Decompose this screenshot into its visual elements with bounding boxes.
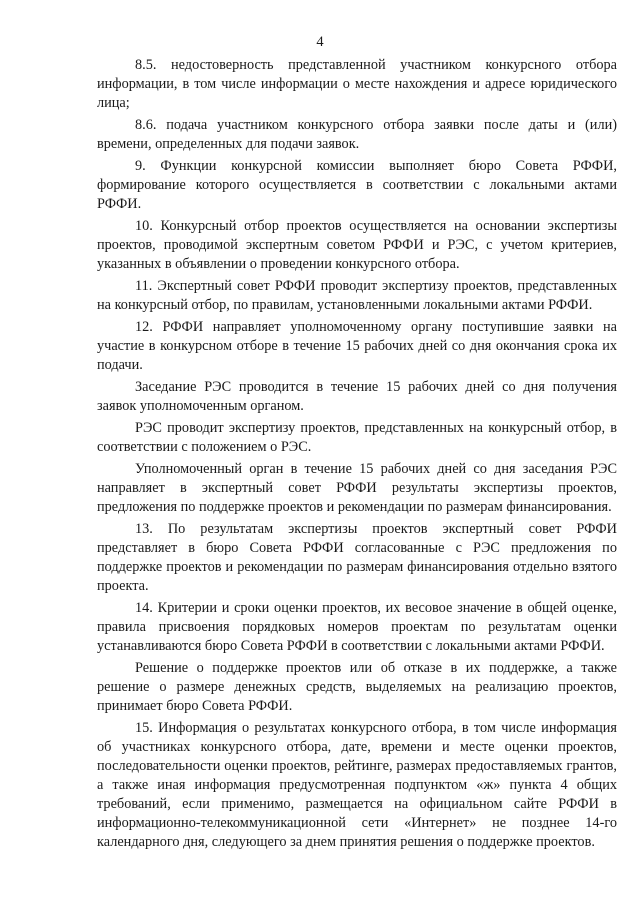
paragraph-12-res-expertise: РЭС проводит экспертизу проектов, представленных на конкурсный отбор, в соответствии с положением о РЭС. bbox=[97, 420, 617, 455]
paragraph-12-res-meeting: Заседание РЭС проводится в течение 15 рабочих дней со дня получения заявок уполномоченным органом. bbox=[97, 379, 617, 414]
paragraph-12-authorized-body: Уполномоченный орган в течение 15 рабочих дней со дня заседания РЭС направляет в экспертный совет РФФИ результаты экспертизы проектов, предложения по поддержке проектов и рекомендации по размерам финансирования. bbox=[97, 461, 617, 515]
paragraph-14: 14. Критерии и сроки оценки проектов, их весовое значение в общей оценке, правила присвоения порядковых номеров проектам по результатам оценки устанавливаются бюро Совета РФФИ в соответствии с локальными актами РФФИ. bbox=[97, 600, 617, 654]
paragraph-15: 15. Информация о результатах конкурсного отбора, в том числе информация об участниках конкурсного отбора, дате, времени и месте оценки проектов, последовательности оценки проектов, рейтинге, размерах предоставляемых грантов, а также иная информация предусмотренная подпунктом «ж» пункта 4 общих требований, если применимо, размещается на официальном сайте РФФИ в информационно-телекоммуникационной сети «Интернет» не позднее 14-го календарного дня, следующего за днем принятия решения о поддержке проектов. bbox=[97, 720, 617, 850]
paragraph-10: 10. Конкурсный отбор проектов осуществляется на основании экспертизы проектов, проводимой экспертным советом РФФИ и РЭС, с учетом критериев, указанных в объявлении о проведении конкурсного отбора. bbox=[97, 218, 617, 272]
paragraph-12: 12. РФФИ направляет уполномоченному органу поступившие заявки на участие в конкурсном отборе в течение 15 рабочих дней со дня окончания срока их подачи. bbox=[97, 319, 617, 373]
document-body bbox=[97, 56, 617, 855]
paragraph-8-6: 8.6. подача участником конкурсного отбора заявки после даты и (или) времени, определенных для подачи заявок. bbox=[97, 117, 617, 152]
paragraph-14-decision: Решение о поддержке проектов или об отказе в их поддержке, а также решение о размере денежных средств, выделяемых на реализацию проектов, принимает бюро Совета РФФИ. bbox=[97, 660, 617, 714]
paragraph-13: 13. По результатам экспертизы проектов экспертный совет РФФИ представляет в бюро Совета РФФИ согласованные с РЭС предложения по поддержке проектов и рекомендации по размерам финансирования отдельно взятого проекта. bbox=[97, 521, 617, 594]
paragraph-9: 9. Функции конкурсной комиссии выполняет бюро Совета РФФИ, формирование которого осуществляется в соответствии с локальными актами РФФИ. bbox=[97, 158, 617, 212]
paragraph-8-5: 8.5. недостоверность представленной участником конкурсного отбора информации, в том числе информации о месте нахождения и адресе юридического лица; bbox=[97, 57, 617, 111]
page-number: 4 bbox=[316, 34, 324, 50]
paragraph-11: 11. Экспертный совет РФФИ проводит экспертизу проектов, представленных на конкурсный отбор, по правилам, установленными локальными актами РФФИ. bbox=[97, 278, 617, 313]
